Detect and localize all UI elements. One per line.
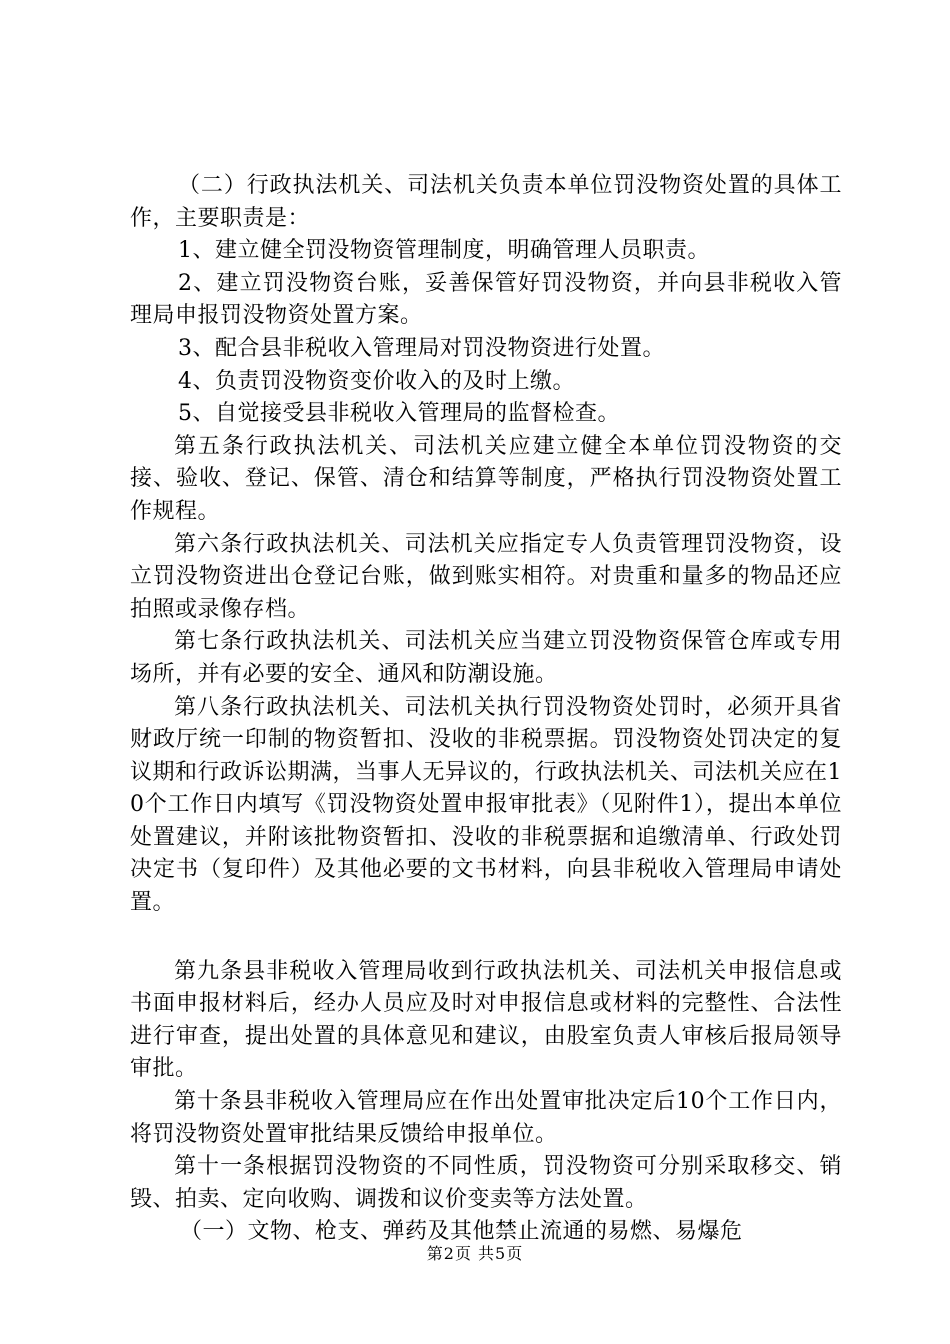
paragraph-article-5: 第五条行政执法机关、司法机关应建立健全本单位罚没物资的交接、验收、登记、保管、清仓和结算等制度，严格执行罚没物资处置工作规程。	[130, 433, 842, 524]
paragraph-section-two: （二）行政执法机关、司法机关负责本单位罚没物资处置的具体工作，主要职责是：	[130, 173, 842, 231]
paragraph-article-8: 第八条行政执法机关、司法机关执行罚没物资处罚时，必须开具省财政厅统一印制的物资暂扣、没收的非税票据。罚没物资处罚决定的复议期和行政诉讼期满，当事人无异议的，行政执法机关、司法机关应在10个工作日内填写《罚没物资处置申报审批表》（见附件1），提出本单位处置建议，并附该批物资暂扣、没收的非税票据和追缴清单、行政处罚决定书（复印件）及其他必要的文书材料，向县非税收入管理局申请处置。	[130, 694, 842, 916]
paragraph-article-6: 第六条行政执法机关、司法机关应指定专人负责管理罚没物资，设立罚没物资进出仓登记台账，做到账实相符。对贵重和量多的物品还应拍照或录像存档。	[130, 531, 842, 622]
paragraph-article-10: 第十条县非税收入管理局应在作出处置审批决定后10个工作日内，将罚没物资处置审批结果反馈给申报单位。	[130, 1089, 842, 1147]
paragraph-item-2: 2、建立罚没物资台账，妥善保管好罚没物资，并向县非税收入管理局申报罚没物资处置方案。	[130, 270, 842, 329]
paragraph-item-1: 1、建立健全罚没物资管理制度，明确管理人员职责。	[178, 238, 710, 264]
paragraph-item-3: 3、配合县非税收入管理局对罚没物资进行处置。	[178, 335, 665, 361]
paragraph-spacer	[130, 920, 842, 956]
paragraph-item-4: 4、负责罚没物资变价收入的及时上缴。	[178, 368, 575, 394]
paragraph-subsection-one: （一）文物、枪支、弹药及其他禁止流通的易燃、易爆危	[180, 1219, 743, 1245]
paragraph-article-7: 第七条行政执法机关、司法机关应当建立罚没物资保管仓库或专用场所，并有必要的安全、通风和防潮设施。	[130, 629, 842, 687]
document-body	[130, 170, 842, 1249]
paragraph-article-9: 第九条县非税收入管理局收到行政执法机关、司法机关申报信息或书面申报材料后，经办人员应及时对申报信息或材料的完整性、合法性进行审查，提出处置的具体意见和建议，由股室负责人审核后报局领导审批。	[130, 958, 842, 1082]
paragraph-article-11: 第十一条根据罚没物资的不同性质，罚没物资可分别采取移交、销毁、拍卖、定向收购、调拨和议价变卖等方法处置。	[130, 1154, 842, 1212]
paragraph-item-5: 5、自觉接受县非税收入管理局的监督检查。	[178, 401, 620, 427]
page-number-footer: 第2页 共5页	[426, 1244, 524, 1263]
